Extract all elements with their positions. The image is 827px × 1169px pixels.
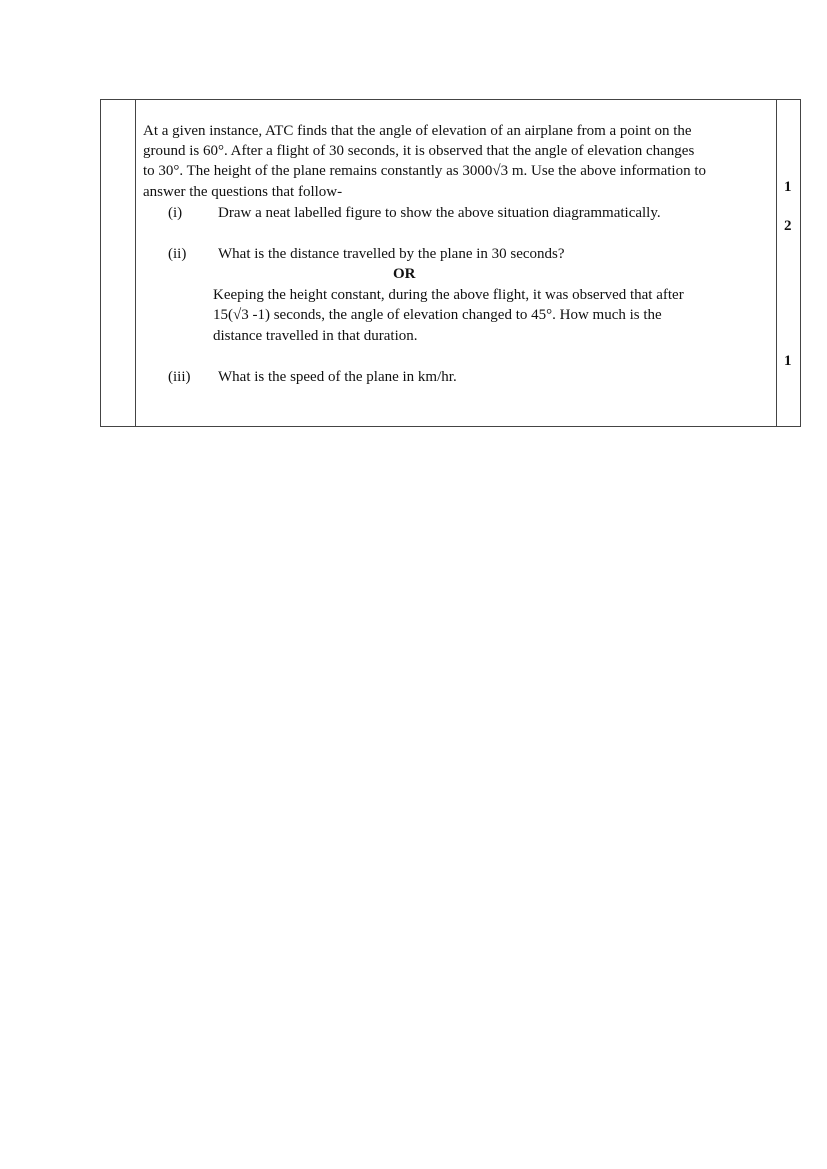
marks-value: 1 <box>784 179 792 195</box>
column-divider <box>776 99 777 427</box>
part-text: Draw a neat labelled figure to show the above situation diagrammatically. <box>218 205 661 221</box>
part-text: What is the speed of the plane in km/hr. <box>218 369 457 385</box>
marks-value: 2 <box>784 218 792 234</box>
intro-line: to 30°. The height of the plane remains constantly as 3000√3 m. Use the above information to <box>143 163 706 179</box>
or-label: OR <box>393 266 416 282</box>
part-number: (ii) <box>168 246 187 262</box>
intro-line: answer the questions that follow- <box>143 184 343 200</box>
or-line: Keeping the height constant, during the above flight, it was observed that after <box>213 287 684 303</box>
or-line: 15(√3 -1) seconds, the angle of elevation changed to 45°. How much is the <box>213 307 662 323</box>
part-number: (i) <box>168 205 183 221</box>
or-line: distance travelled in that duration. <box>213 328 418 344</box>
column-divider <box>135 99 136 427</box>
intro-line: At a given instance, ATC finds that the angle of elevation of an airplane from a point on the <box>143 123 692 139</box>
part-number: (iii) <box>168 369 191 385</box>
intro-line: ground is 60°. After a flight of 30 seconds, it is observed that the angle of elevation changes <box>143 143 695 159</box>
part-text: What is the distance travelled by the plane in 30 seconds? <box>218 246 565 262</box>
marks-value: 1 <box>784 353 792 369</box>
